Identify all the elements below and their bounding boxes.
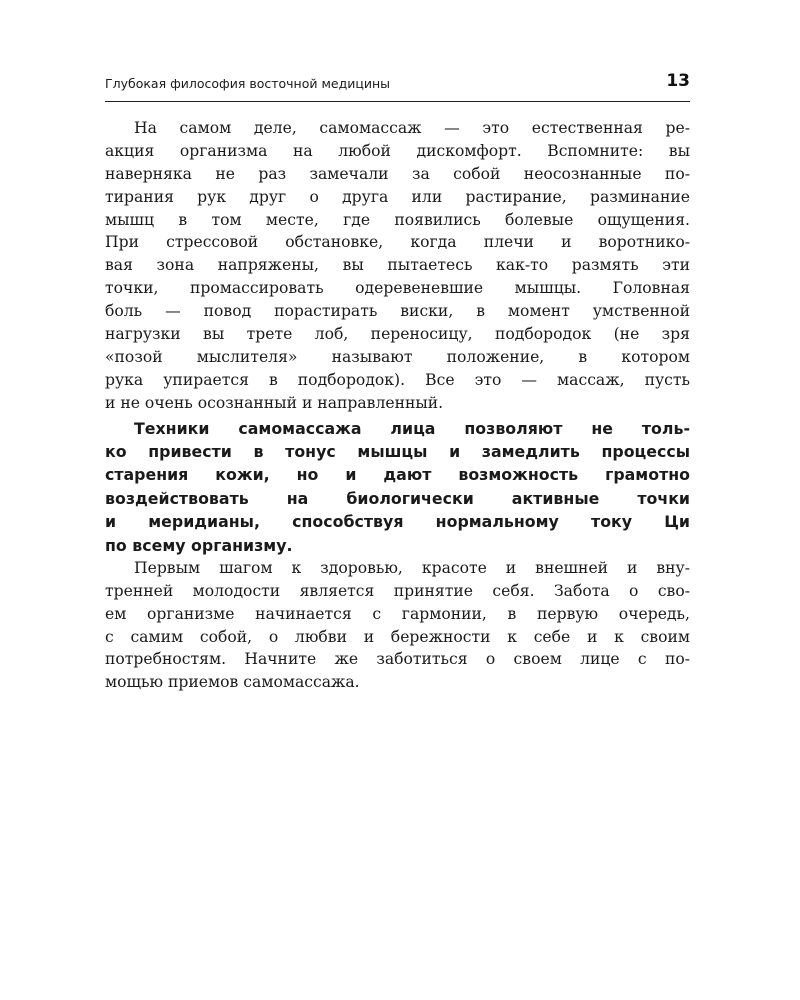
text-line: мощью приемов самомассажа. xyxy=(105,673,360,692)
text-line: Техники самомассажа лица позволяют не толь- xyxy=(134,418,690,438)
text-line: акция организма на любой дискомфорт. Вспомните: вы xyxy=(105,141,690,160)
page-number: 13 xyxy=(666,71,690,91)
text-line: наверняка не раз замечали за собой неосознанные по- xyxy=(105,164,690,183)
text-line: Первым шагом к здоровью, красоте и внешней и вну- xyxy=(134,558,690,577)
text-line: «позой мыслителя» называют положение, в котором xyxy=(105,347,690,366)
running-head xyxy=(105,68,690,98)
body-text xyxy=(105,117,690,694)
text-line: тренней молодости является принятие себя. Забота о сво- xyxy=(105,581,690,600)
text-line: и не очень осознанный и направленный. xyxy=(105,393,444,412)
running-title: Глубокая философия восточной медицины xyxy=(105,76,391,91)
text-line: мышц в том месте, где появились болевые ощущения. xyxy=(105,210,690,229)
text-line: рука упирается в подбородок). Все это — массаж, пусть xyxy=(105,370,690,389)
text-line: вая зона напряжены, вы пытаетесь как-то размять эти xyxy=(105,256,690,275)
text-line: На самом деле, самомассаж — это естественная ре- xyxy=(134,119,690,137)
paragraph-3 xyxy=(105,557,690,694)
paragraph-2-emphasis xyxy=(105,417,690,557)
text-line: ем организме начинается с гармонии, в первую очередь, xyxy=(105,604,690,623)
header-rule xyxy=(105,101,690,102)
paragraph-1 xyxy=(105,117,690,415)
text-line: тирания рук друг о друга или растирание, разминание xyxy=(105,187,690,206)
text-line: с самим собой, о любви и бережности к себе и к своим xyxy=(105,627,690,646)
text-line: по всему организму. xyxy=(105,535,293,555)
text-line: точки, промассировать одеревеневшие мышцы. Головная xyxy=(105,279,690,298)
text-line: старения кожи, но и дают возможность грамотно xyxy=(105,465,690,485)
text-line: нагрузки вы трете лоб, переносицу, подбородок (не зря xyxy=(105,325,690,344)
text-line: боль — повод порастирать виски, в момент умственной xyxy=(105,302,690,321)
text-line: потребностям. Начните же заботиться о своем лице с по- xyxy=(105,650,690,669)
text-line: воздействовать на биологически активные точки xyxy=(105,488,690,508)
text-line: При стрессовой обстановке, когда плечи и воротнико- xyxy=(105,233,690,252)
text-line: и меридианы, способствуя нормальному току Ци xyxy=(105,512,690,532)
text-line: ко привести в тонус мышцы и замедлить процессы xyxy=(105,441,690,461)
